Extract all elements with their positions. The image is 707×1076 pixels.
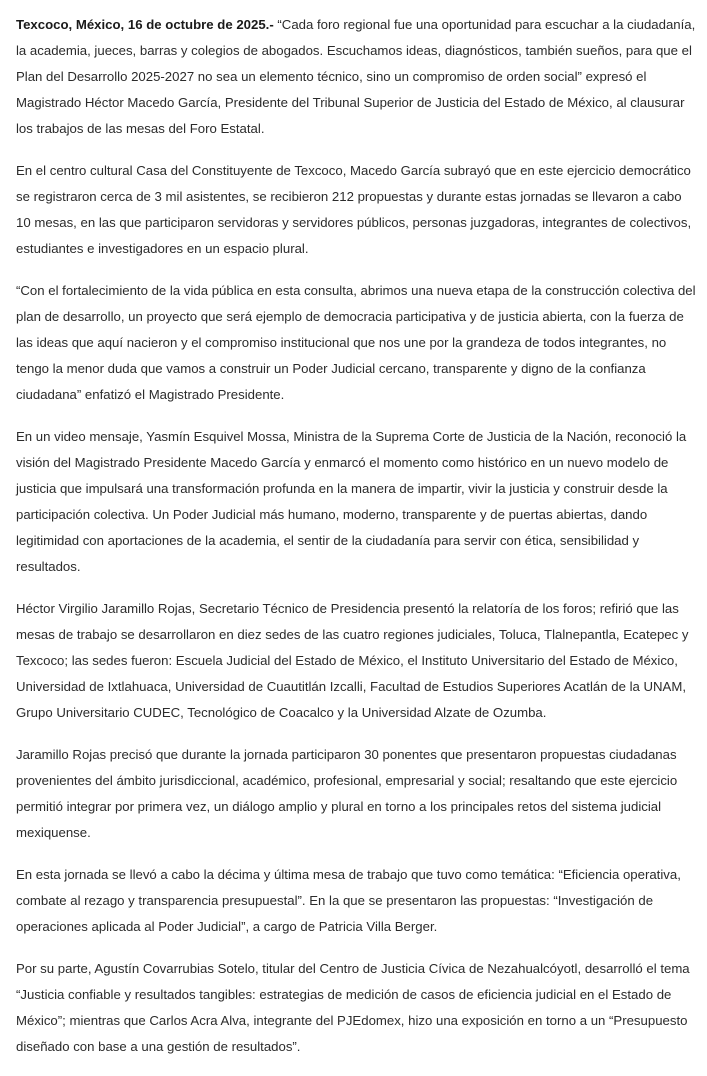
article-paragraph-2: En el centro cultural Casa del Constituyente de Texcoco, Macedo García subrayó que en este ejercicio democrático se registraron cerca de 3 mil asistentes, se recibieron 212 propuestas y durante estas jornadas se llevaron a cabo 10 mesas, en las que participaron servidoras y servidores públicos, personas juzgadoras, integrantes de colectivos, estudiantes e investigadores en un espacio plural. [16, 163, 692, 256]
article-paragraph-8: Por su parte, Agustín Covarrubias Sotelo, titular del Centro de Justicia Cívica de Nezahualcóyotl, desarrolló el tema “Justicia confiable y resultados tangibles: estrategias de medición de casos de eficiencia judicial en el Estado de México”; mientras que Carlos Acra Alva, integrante del PJEdomex, hizo una exposición en torno a un “Presupuesto diseñado con base a una gestión de resultados”. [16, 961, 690, 1054]
dateline: Texcoco, México, 16 de octubre de 2025.- [16, 17, 274, 32]
article-paragraph-6: Jaramillo Rojas precisó que durante la jornada participaron 30 ponentes que presentaron propuestas ciudadanas provenientes del ámbito jurisdiccional, académico, profesional, empresarial y social; resaltando que este ejercicio permitió integrar por primera vez, un diálogo amplio y plural en torno a los principales retos del sistema judicial mexiquense. [16, 747, 678, 840]
article-paragraph-5: Héctor Virgilio Jaramillo Rojas, Secretario Técnico de Presidencia presentó la relatoría de los foros; refirió que las mesas de trabajo se desarrollaron en diez sedes de las cuatro regiones judiciales, Toluca, Tlalnepantla, Ecatepec y Texcoco; las sedes fueron: Escuela Judicial del Estado de México, el Instituto Universitario del Estado de México, Universidad de Ixtlahuaca, Universidad de Cuautitlán Izcalli, Facultad de Estudios Superiores Acatlán de la UNAM, Grupo Universitario CUDEC, Tecnológico de Coacalco y la Universidad Alzate de Ozumba. [16, 601, 689, 720]
article-paragraph-7: En esta jornada se llevó a cabo la décima y última mesa de trabajo que tuvo como temática: “Eficiencia operativa, combate al rezago y transparencia presupuestal”. En la que se presentaron las propuestas: “Investigación de operaciones aplicada al Poder Judicial”, a cargo de Patricia Villa Berger. [16, 867, 681, 934]
article-paragraph-1 [16, 12, 696, 142]
paragraph-1-text: “Cada foro regional fue una oportunidad para escuchar a la ciudadanía, la academia, jueces, barras y colegios de abogados. Escuchamos ideas, diagnósticos, también sueños, para que el Plan del Desarrollo 2025-2027 no sea un elemento técnico, sino un compromiso de orden social” expresó el Magistrado Héctor Macedo García, Presidente del Tribunal Superior de Justicia del Estado de México, al clausurar los trabajos de las mesas del Foro Estatal. [16, 17, 696, 136]
article-paragraph-4: En un video mensaje, Yasmín Esquivel Mossa, Ministra de la Suprema Corte de Justicia de la Nación, reconoció la visión del Magistrado Presidente Macedo García y enmarcó el momento como histórico en un nuevo modelo de justicia que impulsará una transformación profunda en la manera de impartir, vivir la justicia y construir desde la participación colectiva. Un Poder Judicial más humano, moderno, transparente y de puertas abiertas, dando legitimidad con aportaciones de la academia, el sentir de la ciudadanía para servir con ética, sensibilidad y resultados. [16, 429, 687, 574]
article-body [16, 12, 696, 1076]
article-paragraph-3: “Con el fortalecimiento de la vida pública en esta consulta, abrimos una nueva etapa de la construcción colectiva del plan de desarrollo, un proyecto que será ejemplo de democracia participativa y de justicia abierta, con la fuerza de las ideas que aquí nacieron y el compromiso institucional que nos une por la grandeza de todos integrantes, no tengo la menor duda que vamos a construir un Poder Judicial cercano, transparente y digno de la confianza ciudadana” enfatizó el Magistrado Presidente. [16, 283, 696, 402]
